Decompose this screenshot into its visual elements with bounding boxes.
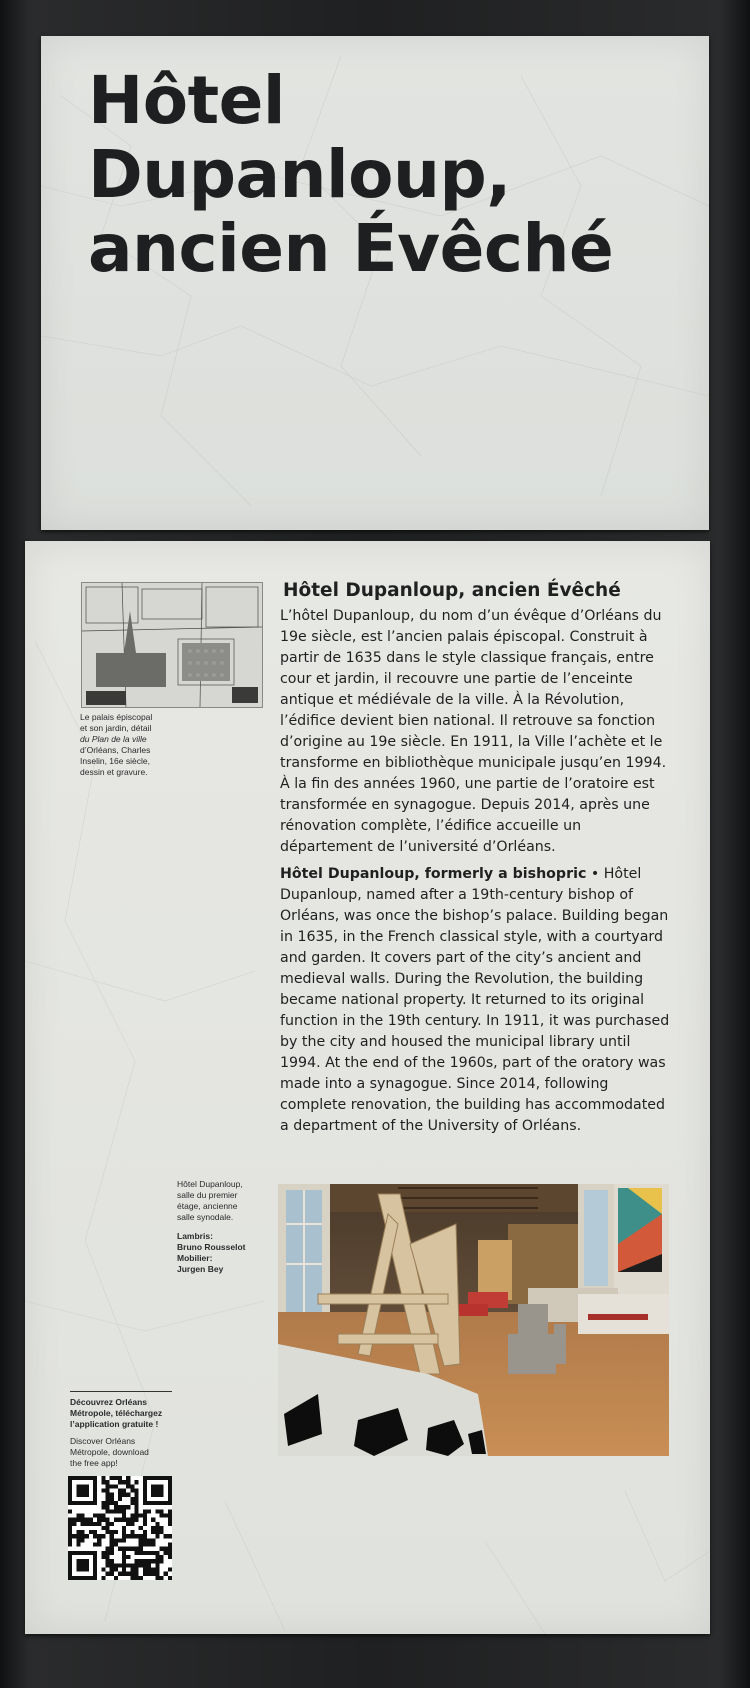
promo-fr-line: Métropole, téléchargez: [70, 1408, 163, 1418]
photo-credit-line: Bruno Rousselot: [177, 1242, 246, 1252]
english-lead: Hôtel Dupanloup, formerly a bishopric: [280, 866, 587, 882]
photo-credit-line: Lambris:: [177, 1231, 213, 1241]
map-caption-line: d’Orléans, Charles: [80, 745, 151, 755]
title-line-1: Hôtel: [88, 62, 286, 139]
bullet-separator: •: [586, 866, 604, 882]
promo-fr-line: Découvrez Orléans: [70, 1397, 148, 1407]
english-text-block: [280, 864, 670, 1137]
photo-credit-line: Mobilier:: [177, 1253, 213, 1263]
promo-en-line: Discover Orléans: [70, 1436, 136, 1446]
french-text-block: [280, 578, 670, 858]
photo-caption-line: salle du premier: [177, 1190, 238, 1200]
promo-en-line: the free app!: [70, 1458, 118, 1468]
english-paragraph: [280, 864, 670, 1137]
photo-caption-line: étage, ancienne: [177, 1201, 238, 1211]
photo-credit-line: Jurgen Bey: [177, 1264, 224, 1274]
synod-hall-photo: [278, 1184, 669, 1456]
app-promo-fr: [70, 1397, 200, 1430]
map-engraving-image: [81, 582, 263, 708]
map-caption-line: et son jardin, détail: [80, 723, 152, 733]
app-promo-en: [70, 1436, 200, 1469]
map-caption: [80, 712, 210, 778]
promo-fr-line: l’application gratuite !: [70, 1419, 159, 1429]
map-caption-line: dessin et gravure.: [80, 767, 148, 777]
title-line-2: Dupanloup,: [88, 136, 511, 213]
photo-caption-line: Hôtel Dupanloup,: [177, 1179, 243, 1189]
french-heading: Hôtel Dupanloup, ancien Évêché: [283, 580, 621, 601]
promo-divider: [70, 1391, 172, 1392]
title-line-3: ancien Évêché: [88, 210, 614, 287]
map-caption-line: Le palais épiscopal: [80, 712, 153, 722]
french-paragraph: L’hôtel Dupanloup, du nom d’un évêque d’Orléans du 19e siècle, est l’ancien palais épiscopal. Construit à partir de 1635 dans le style classique français, entre cour et jardin, il recouvre une partie de l’enceinte antique et médiévale de la ville. À la Révolution, l’édifice devient bien national. Il retrouve sa fonction d’origine au 19e siècle. En 1911, la Ville l’achète et le transforme en bibliothèque municipale jusqu’en 1994. À la fin des années 1960, une partie de l’oratoire est transformée en synagogue. Depuis 2014, après une rénovation complète, l’édifice accueille un département de l’université d’Orléans.: [280, 608, 667, 855]
photo-caption-line: salle synodale.: [177, 1212, 234, 1222]
qr-code[interactable]: [68, 1476, 172, 1580]
english-body: Hôtel Dupanloup, named after a 19th-century bishop of Orléans, was once the bishop’s palace. Building began in 1635, in the French classical style, with a courtyard and garden. It covers part of the city’s ancient and medieval walls. During the Revolution, the building became national property. It returned to its original function in the 19th century. In 1911, it was purchased by the city and housed the municipal library until 1994. At the end of the 1960s, part of the oratory was made into a synagogue. Since 2014, following complete renovation, the building has accommodated a department of the University of Orléans.: [280, 866, 670, 1134]
main-title: [88, 64, 688, 286]
map-caption-line: Inselin, 16e siècle,: [80, 756, 150, 766]
map-caption-line: du Plan de la ville: [80, 734, 147, 744]
promo-en-line: Métropole, download: [70, 1447, 149, 1457]
photo-caption: [177, 1179, 277, 1275]
